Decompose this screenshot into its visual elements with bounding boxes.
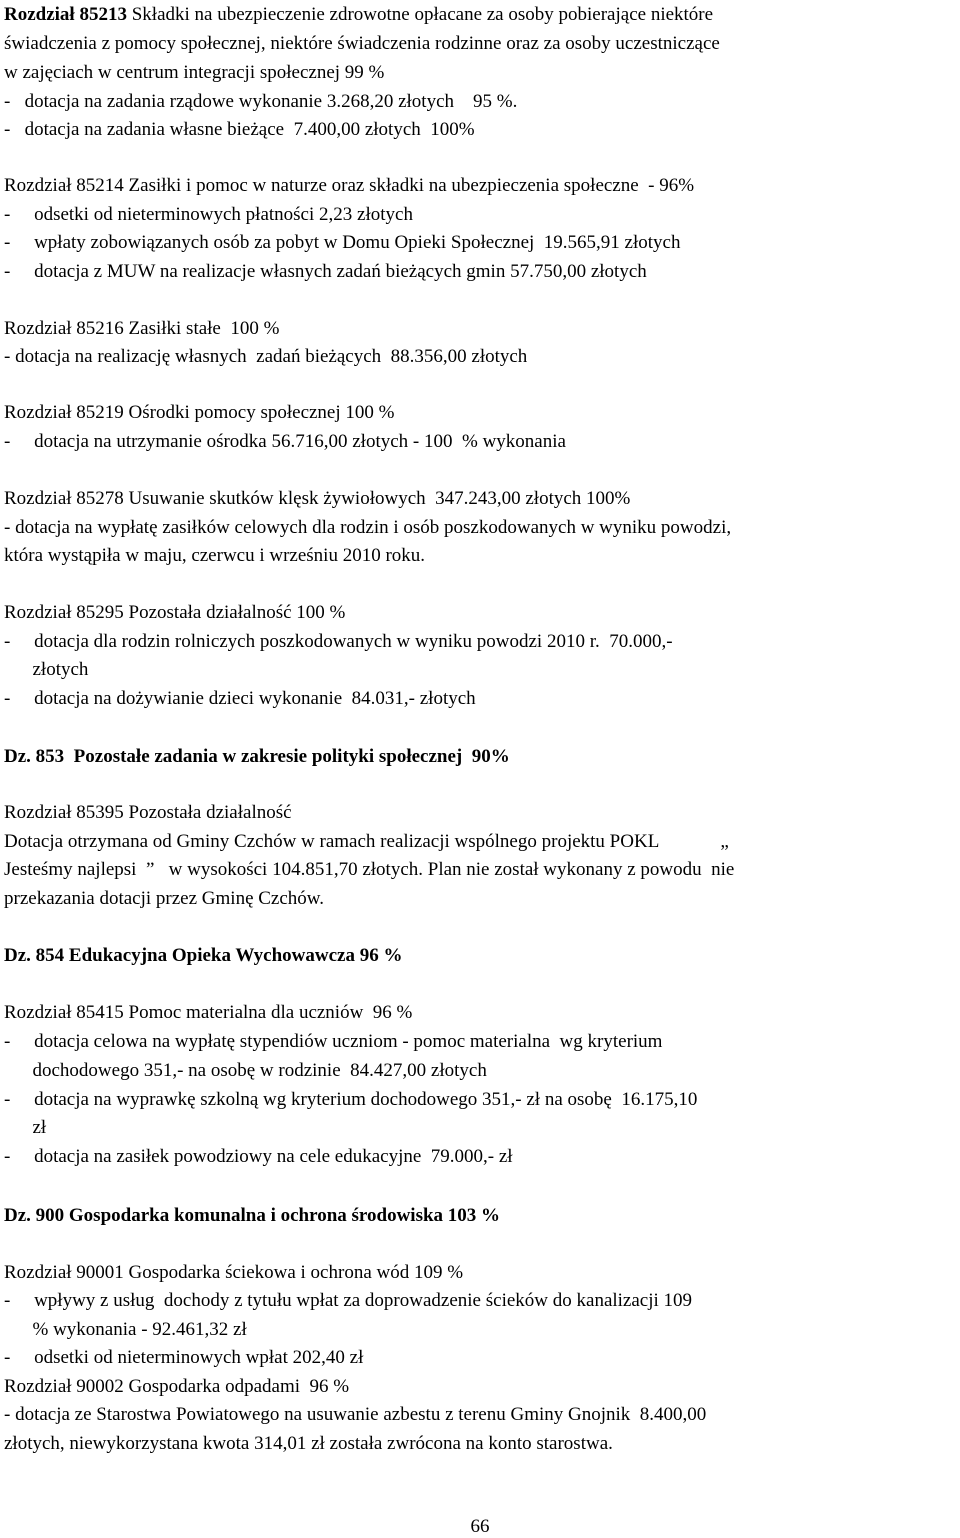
line-13: - dotacja na utrzymanie ośrodka 56.716,00 złotych - 100 % wykonania bbox=[4, 431, 566, 452]
line-16: która wystąpiła w maju, czerwcu i wrześniu 2010 roku. bbox=[4, 545, 426, 566]
line-30: - dotacja na wyprawkę szkolną wg kryterium dochodowego 351,- zł na osobę 16.175,10 bbox=[4, 1089, 698, 1110]
line-34: Rozdział 90001 Gospodarka ściekowa i ochrona wód 109 % bbox=[4, 1262, 464, 1283]
line-40: złotych, niewykorzystana kwota 314,01 zł została zwrócona na konto starostwa. bbox=[4, 1433, 613, 1454]
line-1-bold: Rozdział 85213 bbox=[4, 4, 132, 25]
section-heading-854: Dz. 854 Edukacyjna Opieka Wychowawcza 96 % bbox=[4, 945, 403, 966]
page-number: 66 bbox=[470, 1516, 490, 1537]
line-1-text: Składki na ubezpieczenie zdrowotne opłacane za osoby pobierające niektóre bbox=[131, 4, 714, 25]
line-3: w zajęciach w centrum integracji społecznej 99 % bbox=[4, 62, 385, 83]
line-14: Rozdział 85278 Usuwanie skutków klęsk żywiołowych 347.243,00 złotych 100% bbox=[4, 488, 631, 509]
line-15: - dotacja na wypłatę zasiłków celowych dla rodzin i osób poszkodowanych w wyniku powodzi, bbox=[4, 517, 732, 538]
line-4: - dotacja na zadania rządowe wykonanie 3.268,20 złotych 95 %. bbox=[4, 91, 518, 112]
line-20: - dotacja na dożywianie dzieci wykonanie 84.031,- złotych bbox=[4, 688, 476, 709]
line-37: - odsetki od nieterminowych wpłat 202,40 zł bbox=[4, 1347, 364, 1368]
line-32: - dotacja na zasiłek powodziowy na cele edukacyjne 79.000,- zł bbox=[4, 1146, 513, 1167]
line-23: Dotacja otrzymana od Gminy Czchów w ramach realizacji wspólnego projektu POKL „ bbox=[4, 831, 729, 852]
line-39: - dotacja ze Starostwa Powiatowego na usuwanie azbestu z terenu Gminy Gnojnik 8.400,00 bbox=[4, 1404, 707, 1425]
section-heading-900: Dz. 900 Gospodarka komunalna i ochrona środowiska 103 % bbox=[4, 1205, 501, 1226]
line-24: Jesteśmy najlepsi ” w wysokości 104.851,70 złotych. Plan nie został wykonany z powodu nie bbox=[4, 859, 735, 880]
line-22: Rozdział 85395 Pozostała działalność bbox=[4, 802, 292, 823]
line-29: dochodowego 351,- na osobę w rodzinie 84.427,00 złotych bbox=[4, 1060, 487, 1081]
line-5: - dotacja na zadania własne bieżące 7.400,00 złotych 100% bbox=[4, 119, 475, 140]
line-11: - dotacja na realizację własnych zadań bieżących 88.356,00 złotych bbox=[4, 346, 528, 367]
line-27: Rozdział 85415 Pomoc materialna dla uczniów 96 % bbox=[4, 1002, 413, 1023]
line-18: - dotacja dla rodzin rolniczych poszkodowanych w wyniku powodzi 2010 r. 70.000,- bbox=[4, 631, 673, 652]
line-35: - wpływy z usług dochody z tytułu wpłat za doprowadzenie ścieków do kanalizacji 109 bbox=[4, 1290, 693, 1311]
line-38: Rozdział 90002 Gospodarka odpadami 96 % bbox=[4, 1376, 350, 1397]
line-25: przekazania dotacji przez Gminę Czchów. bbox=[4, 888, 325, 909]
line-28: - dotacja celowa na wypłatę stypendiów uczniom - pomoc materialna wg kryterium bbox=[4, 1031, 663, 1052]
line-17: Rozdział 85295 Pozostała działalność 100 % bbox=[4, 602, 346, 623]
line-31: zł bbox=[4, 1117, 47, 1138]
line-19: złotych bbox=[4, 659, 89, 680]
line-6: Rozdział 85214 Zasiłki i pomoc w naturze oraz składki na ubezpieczenia społeczne - 96% bbox=[4, 175, 695, 196]
line-1 bbox=[4, 4, 713, 26]
line-9: - dotacja z MUW na realizacje własnych zadań bieżących gmin 57.750,00 złotych bbox=[4, 261, 647, 282]
line-12: Rozdział 85219 Ośrodki pomocy społecznej 100 % bbox=[4, 402, 395, 423]
line-36: % wykonania - 92.461,32 zł bbox=[4, 1319, 247, 1340]
line-8: - wpłaty zobowiązanych osób za pobyt w Domu Opieki Społecznej 19.565,91 złotych bbox=[4, 232, 681, 253]
section-heading-853: Dz. 853 Pozostałe zadania w zakresie polityki społecznej 90% bbox=[4, 746, 510, 767]
line-2: świadczenia z pomocy społecznej, niektóre świadczenia rodzinne oraz za osoby uczestniczące bbox=[4, 33, 720, 54]
line-10: Rozdział 85216 Zasiłki stałe 100 % bbox=[4, 318, 280, 339]
line-7: - odsetki od nieterminowych płatności 2,23 złotych bbox=[4, 204, 413, 225]
